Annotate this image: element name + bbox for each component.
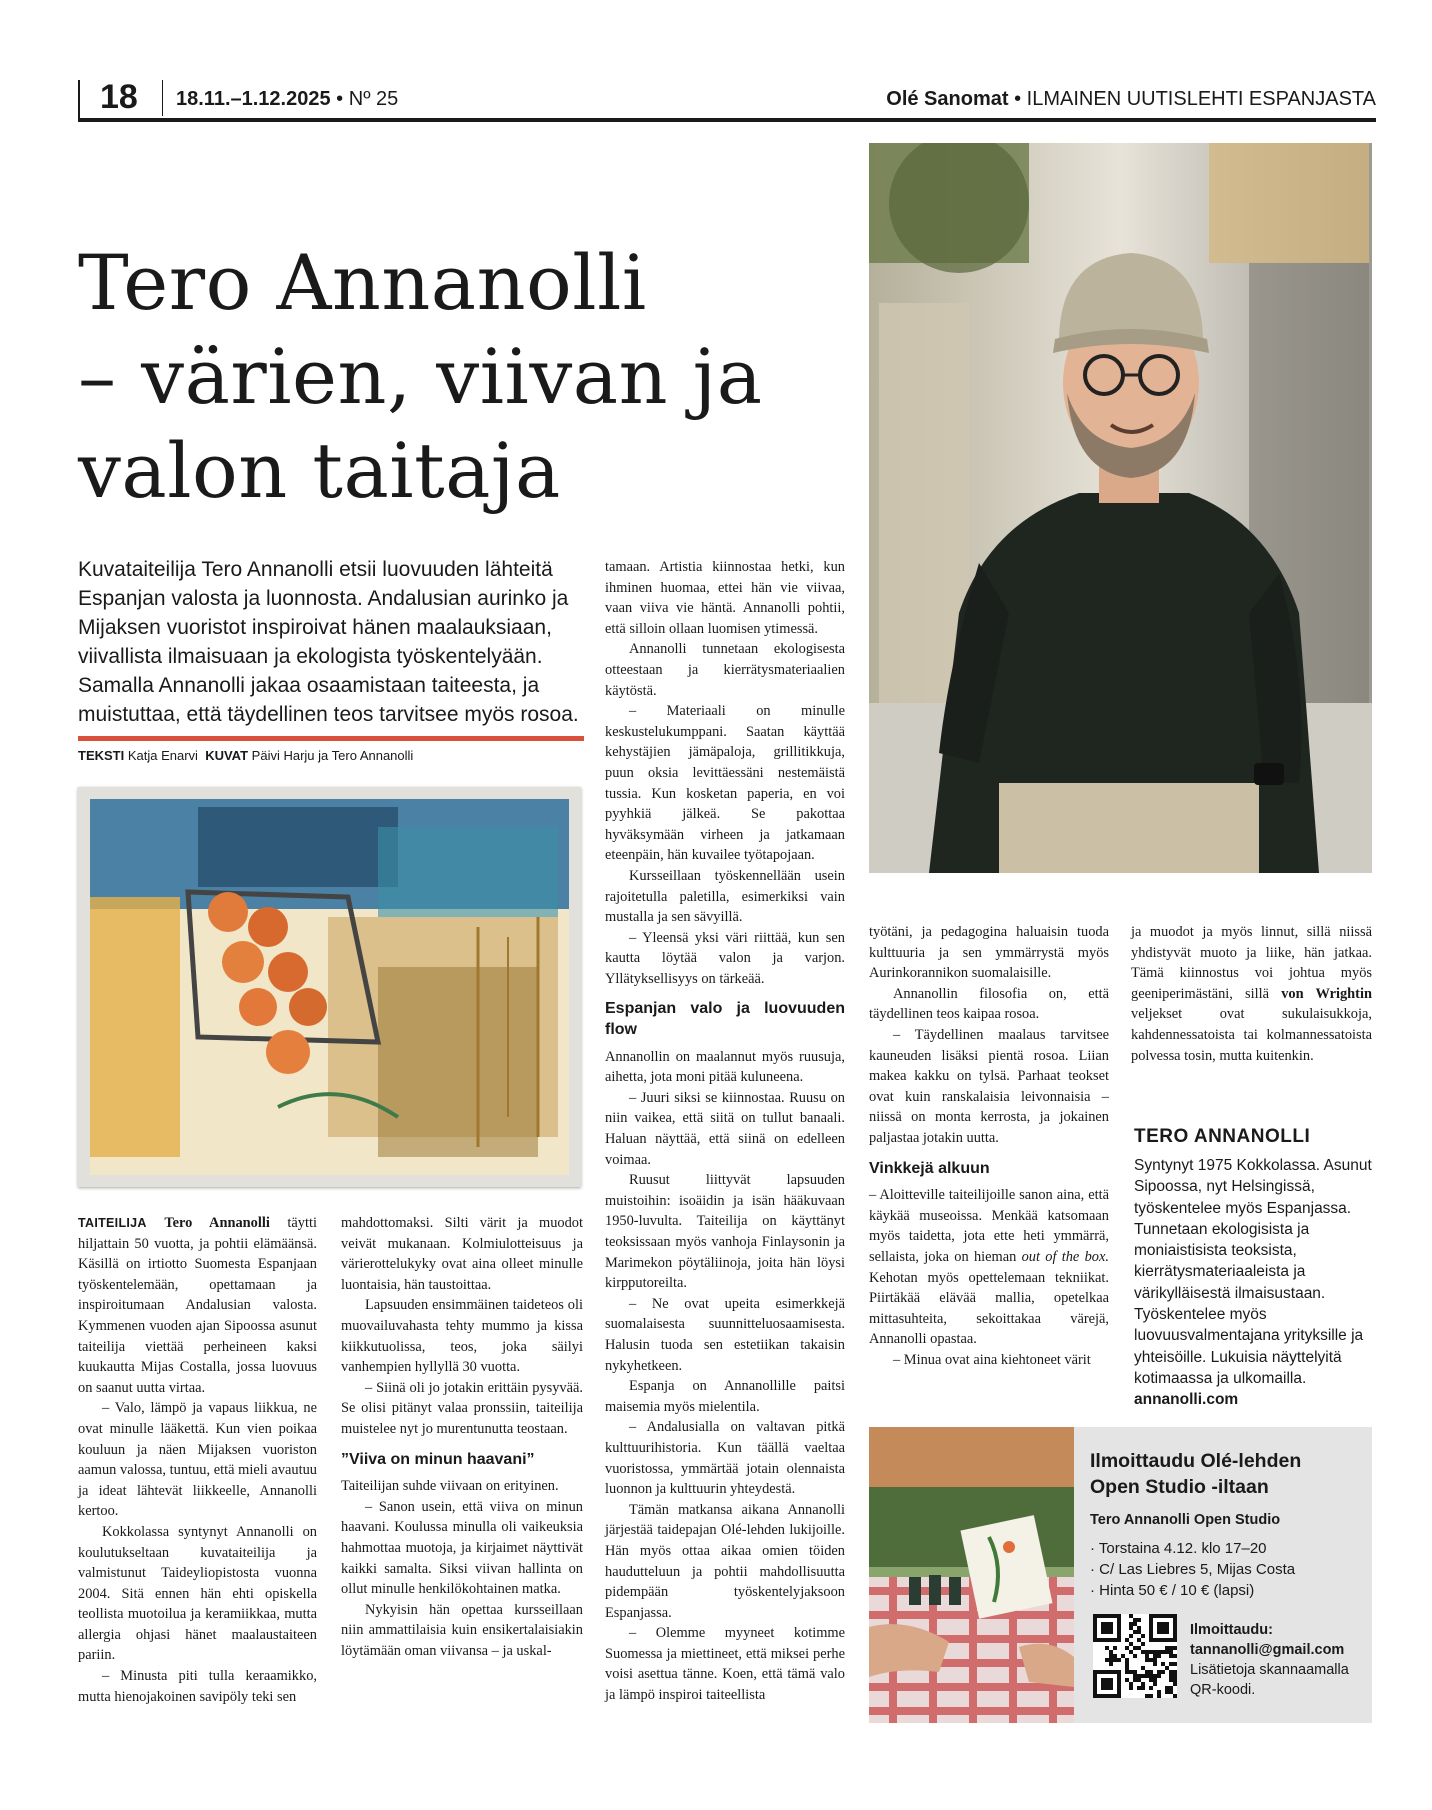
byline-photo-author: Päivi Harju ja Tero Annanolli — [251, 748, 414, 763]
painting-illustration — [78, 787, 581, 1187]
col4-paragraph-3: – Täydellinen maalaus tarvitsee kauneuden lisäksi pientä rosoa. Liian makea kakku on tylsä. Parhaat teokset ovat kuin ranskalaisia leivonnaisia – niissä on monta kerrosta, ja jokainen paljastaa jotakin uutta. — [869, 1026, 1109, 1146]
col5-bold-name: von Wrightin — [1281, 985, 1372, 1002]
promo-item-address: · C/ Las Liebres 5, Mijas Costa — [1090, 1561, 1296, 1578]
studio-photo — [869, 1427, 1074, 1723]
col3-paragraph-13: – Olemme myyneet kotimme Suomessa ja miettineet, että miksei perhe voisi asettua tänne. Koen, että tämä valo ja lämpö inspiroi taiteellista — [605, 1625, 845, 1704]
col4-paragraph-2: Annanollin filosofia on, että täydellinen teos kaipaa rosoa. — [869, 985, 1109, 1023]
headline-line-1: Tero Annanolli — [78, 238, 647, 327]
article-subject-name: Tero Annanolli — [164, 1215, 270, 1231]
col4-paragraph-4b: Kehotan myös opettelemaan tekniikat. Piirtäkää elävää mallia, opetelkaa mittasuhteita, sekoittakaa värejä, Annanolli opastaa. — [869, 1269, 1109, 1348]
col4-paragraph-4a: – Aloitteville taiteilijoille sanon aina, että käykää museoissa. Menkää katsomaan myös taidetta, jota ette heti ymmärrä, sellaista, joka on hieman — [869, 1187, 1109, 1265]
byline-photo-label: KUVAT — [205, 748, 249, 763]
portrait-photo — [869, 143, 1372, 873]
portrait-illustration — [869, 143, 1372, 873]
col1-paragraph-1: täytti hiljattain 50 vuotta, ja pohtii elämäänsä. Käsillä on irtiotto Suomesta Espanjaan työskentelemään, opettamaan ja inspiroitumaan Andalusian valosta. Kymmenen vuoden ajan Sipoossa asunut taiteilija viettää perheineen kaksi kuukautta Mijas Costalla, jossa luovuus on saanut uutta virtaa. — [78, 1215, 317, 1396]
col3-paragraph-11: – Andalusialla on valtavan pitkä kulttuurihistoria. Kun täällä vaeltaa vuoristossa, ymmärtää jotain olennaista luonnon ja kulttuurin yhteydestä. — [605, 1419, 845, 1498]
header-bullet-right: • — [1014, 88, 1022, 110]
qr-code[interactable] — [1093, 1614, 1177, 1698]
headline-line-2: – värien, viivan ja — [78, 332, 763, 421]
promo-title-line-2: Open Studio -iltaan — [1090, 1476, 1269, 1498]
col1-paragraph-3: Kokkolassa syntynyt Annanolli on koulutukseltaan kuvataiteilija ja valmistunut Taideyliopistosta vuonna 2004. Sitä ennen hän ehti opiskella teollista muotoilua ja keramiikkaa, mutta allergia ohjasi hänet maalaustaiteen pariin. — [78, 1523, 317, 1664]
byline-text-author: Katja Enarvi — [127, 748, 198, 763]
promo-cta-label: Ilmoittaudu: — [1190, 1622, 1273, 1638]
col3-paragraph-10: Espanja on Annanollille paitsi maisemia myös mielentila. — [605, 1378, 845, 1415]
article-lead: Kuvataiteilija Tero Annanolli etsii luovuuden lähteitä Espanjan valosta ja luonnosta. Andalusian aurinko ja Mijaksen vuoristot inspiroivat hänen maalauksiaan, viivallista ilmaisuaan ja ekologista työskentelyään. Samalla Annanolli jakaa osaamistaan taiteesta, ja muistuttaa, että täydellinen teos tarvitsee myös rosoa. — [78, 558, 579, 726]
header-divider — [162, 80, 163, 116]
promo-email-link[interactable]: tannanolli@gmail.com — [1190, 1642, 1345, 1658]
publication-tagline: ILMAINEN UUTISLEHTI ESPANJASTA — [1026, 88, 1376, 110]
studio-illustration — [869, 1427, 1074, 1723]
col3-paragraph-8: Ruusut liittyvät lapsuuden muistoihin: isoäidin ja isän hääkuvaan 1950-luvulta. Taiteilija on käyttänyt teoksissaan myös vanhoja Finlaysonin ja Marimekon pöytäliinoja, joita hän löysi kirpputoreilta. — [605, 1172, 845, 1292]
publication-info — [886, 88, 1376, 111]
article-column-1 — [78, 1213, 317, 1707]
col3-paragraph-7: – Juuri siksi se kiinnostaa. Ruusu on niin vaikea, että siitä on tullut banaali. Haluan näyttää, että siinä on edelleen voimaa. — [605, 1089, 845, 1168]
col5-paragraph-1b: veljekset ovat sukulaisukkoja, kahdennessatoista tai kolmannessatoista polvessa tosin, mutta kuitenkin. — [1131, 1006, 1372, 1064]
col5-paragraph-1a: ja muodot ja myös linnut, sillä niissä yhdistyvät muoto ja liike, hän jatkaa. Tämä kiinnostus voi johtua myös geeniperimästäni, sillä — [1131, 924, 1372, 1002]
factbox-text: Syntynyt 1975 Kokkolassa. Asunut Sipoossa, nyt Helsingissä, työskentelee myös Espanjassa. Tunnetaan ekologisista ja moniaistisista teoksista, kierrätysmateriaaleista ja värikylläisestä ilmaisustaan. Työskentelee myös luovuusvalmentajana yrityksille ja yhteisöille. Lukuisia näyttelyitä kotimaassa ja ulkomailla. — [1134, 1157, 1372, 1387]
col2-paragraph-3: – Siinä oli jo jotakin erittäin pysyvää. Se olisi pitänyt valaa pronssiin, taiteilija muistelee nyt jo murentunutta teostaan. — [341, 1379, 583, 1437]
factbox-body — [1134, 1155, 1374, 1411]
col1-paragraph-2: – Valo, lämpö ja vapaus liikkua, ne ovat minulle lääkettä. Kun vien poikaa kouluun ja näen Mijaksen vuoriston aamun valossa, tuntuu, että mieli avautuu ja ideat lähtevät liikkeelle, Annanolli kertoo. — [78, 1400, 317, 1520]
col3-paragraph-6: Annanollin on maalannut myös ruusuja, aihetta, jota moni pitää kuluneena. — [605, 1048, 845, 1086]
factbox-title: TERO ANNANOLLI — [1134, 1126, 1311, 1147]
promo-subtitle: Tero Annanolli Open Studio — [1090, 1512, 1281, 1528]
factbox-website-link[interactable]: annanolli.com — [1134, 1391, 1239, 1409]
headline-line-3: valon taitaja — [78, 426, 561, 515]
col4-paragraph-1: työtäni, ja pedagogina haluaisin tuoda kulttuuria ja sen ymmärrystä myös Aurinkorannikon suomalaisille. — [869, 924, 1109, 982]
article-column-5 — [1131, 922, 1372, 1066]
promo-item-price: · Hinta 50 € / 10 € (lapsi) — [1090, 1582, 1255, 1599]
col2-paragraph-4: Taiteilijan suhde viivaan on erityinen. — [341, 1478, 559, 1495]
col2-paragraph-1: mahdottomaksi. Silti värit ja muodot veivät mukanaan. Kolmiulotteisuus ja värierottelukyky ovat aina olleet minulle luontaisia, hän taustoittaa. — [341, 1215, 583, 1293]
promo-qr-note: Lisätietoja skannaamalla QR-koodi. — [1190, 1662, 1349, 1698]
subheading-espanjan-valo: Espanjan valo ja luovuuden flow — [605, 1000, 845, 1039]
col2-paragraph-6: Nykyisin hän opettaa kursseillaan niin ammattilaisia kuin ensikertalaisiakin löytämään oman viivansa – ja uskal- — [341, 1601, 583, 1659]
page-number: 18 — [100, 78, 138, 116]
header-rule — [78, 118, 1376, 122]
byline — [78, 748, 413, 763]
promo-item-date: · Torstaina 4.12. klo 17–20 — [1090, 1540, 1267, 1557]
lead-accent-rule — [78, 736, 584, 741]
col3-paragraph-4: Kursseillaan työskennellään usein rajoitetulla paletilla, esimerkiksi vain mustalla ja sen sävyillä. — [605, 867, 845, 926]
painting-image — [78, 787, 581, 1187]
byline-text-label: TEKSTI — [78, 748, 125, 763]
subheading-viiva: ”Viiva on minun haavani” — [341, 1450, 535, 1468]
publication-name: Olé Sanomat — [886, 88, 1009, 110]
header-bullet: • — [336, 88, 344, 110]
promo-title-line-1: Ilmoittaudu Olé-lehden — [1090, 1450, 1302, 1472]
article-headline — [78, 236, 838, 518]
header-left-bar — [78, 80, 80, 120]
article-column-3 — [605, 557, 845, 1706]
col3-paragraph-2: Annanolli tunnetaan ekologisesta otteestaan ja kierrätysmateriaalien käytöstä. — [605, 641, 845, 699]
promo-cta — [1190, 1620, 1370, 1700]
col3-paragraph-3: – Materiaali on minulle keskustelukumppani. Saatan käyttää kehystäjien jämäpaloja, grillitikkuja, puun oksia levittäessäni nestemäistä tussia. Kun kosketan paperia, en voi pyyhkiä jälkeä. Se pakottaa hyväksymään virheen ja jatkamaan eteenpäin, hän kuvailee työtapojaan. — [605, 703, 845, 864]
qr-code-graphic — [1093, 1614, 1177, 1698]
issue-number: Nº 25 — [348, 88, 399, 110]
col1-paragraph-4: – Minusta piti tulla keraamikko, mutta hienojakoinen savipöly teki sen — [78, 1668, 317, 1705]
col4-emphasis: out of the box. — [1021, 1248, 1109, 1265]
promo-title — [1090, 1448, 1370, 1500]
article-column-2 — [341, 1213, 583, 1661]
promo-details — [1090, 1538, 1295, 1601]
col3-paragraph-5: – Yleensä yksi väri riittää, kun sen kautta löytää valon ja varjon. Yllätyksellisyys on tärkeää. — [605, 929, 845, 987]
subheading-vinkkeja: Vinkkejä alkuun — [869, 1159, 990, 1177]
col3-paragraph-9: – Ne ovat upeita esimerkkejä suomalaisesta suunnitteluosaamisesta. Halusin tuoda sen estetiikan takaisin nykyhetkeen. — [605, 1295, 845, 1374]
col3-paragraph-1: tamaan. Artistia kiinnostaa hetki, kun ihminen huomaa, ettei hän vie viivaa, vaan viiva vie häntä. Annanolli pohtii, että silloin ollaan luomisen ytimessä. — [605, 559, 845, 637]
col2-paragraph-5: – Sanon usein, että viiva on minun haavani. Koulussa minulla oli vaikeuksia hahmottaa muotoja, ja kirjaimet näyttivät kaikki samalta. Siksi viivan hallinta on ollut minulle henkilökohtainen matka. — [341, 1498, 583, 1598]
col3-paragraph-12: Tämän matkansa aikana Annanolli järjestää taidepajan Olé-lehden lukijoille. Hän myös ottaa aikaa omien töiden haudutteluun ja pohtii mahdollisuutta pidempään työskentelyjaksoon Espanjassa. — [605, 1501, 845, 1621]
issue-info — [176, 88, 398, 111]
col4-paragraph-5: – Minua ovat aina kiehtoneet värit — [893, 1351, 1091, 1368]
issue-date: 18.11.–1.12.2025 — [176, 88, 331, 110]
article-kicker: TAITEILIJA — [78, 1216, 147, 1230]
article-column-4 — [869, 922, 1109, 1370]
col2-paragraph-2: Lapsuuden ensimmäinen taideteos oli muovailuvahasta tehty mummo ja kissa kiikkutuolissa, teos, joka säilyi vanhempien hyllyllä 30 vuotta. — [341, 1297, 583, 1376]
